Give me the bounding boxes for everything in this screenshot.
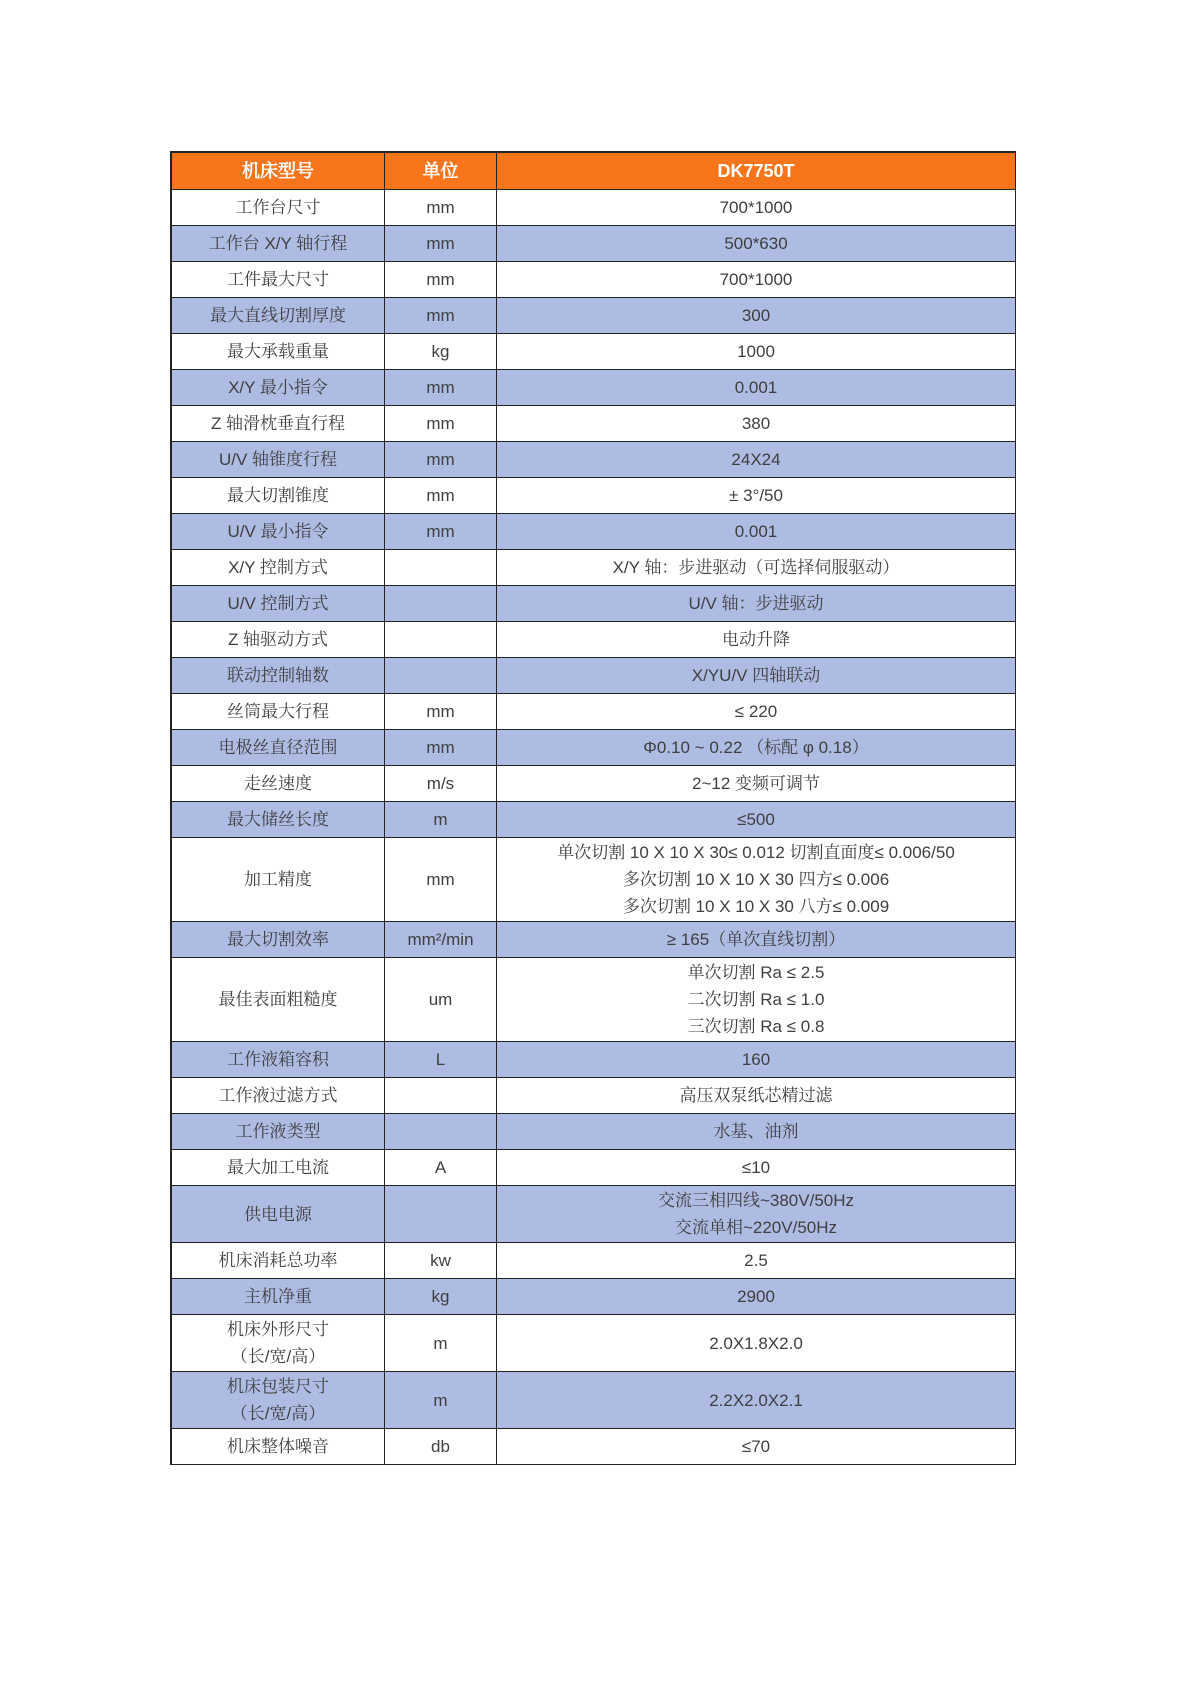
label-line: 机床整体噪音 (227, 1437, 329, 1456)
label-line: 工作液箱容积 (227, 1050, 329, 1069)
row-label-cell (172, 370, 385, 406)
table-row (172, 958, 1016, 1042)
row-label-cell (172, 226, 385, 262)
value-line: 0.001 (734, 378, 778, 397)
row-value-cell (497, 262, 1016, 298)
label-line: 走丝速度 (244, 774, 312, 793)
row-label-cell (172, 478, 385, 514)
value-line: X/Y 轴：步进驱动（可选择伺服驱动） (612, 558, 900, 577)
row-unit-cell (385, 1078, 497, 1114)
value-line: 高压双泵纸芯精过滤 (679, 1086, 833, 1105)
value-line: 380 (741, 414, 771, 433)
table-row (172, 1150, 1016, 1186)
label-line: U/V 最小指令 (227, 522, 329, 541)
row-value-cell (497, 694, 1016, 730)
row-label-cell (172, 262, 385, 298)
row-value-cell (497, 766, 1016, 802)
header-cell-unit: 单位 (385, 153, 497, 190)
header-cell-value: DK7750T (497, 153, 1016, 190)
spec-table (170, 151, 1016, 1465)
table-row (172, 442, 1016, 478)
table-row (172, 514, 1016, 550)
value-line: 电动升降 (722, 630, 790, 649)
row-label-cell (172, 1186, 385, 1243)
table-row (172, 922, 1016, 958)
table-row (172, 1114, 1016, 1150)
row-value-cell (497, 1186, 1016, 1243)
row-unit-cell (385, 622, 497, 658)
label-line: 机床包装尺寸 (227, 1377, 329, 1396)
value-line: 2900 (737, 1287, 775, 1306)
label-line: 丝筒最大行程 (227, 702, 329, 721)
label-line: U/V 控制方式 (227, 594, 329, 613)
label-line: 供电电源 (244, 1204, 312, 1224)
table-row (172, 1315, 1016, 1372)
value-line: 2.2X2.0X2.1 (709, 1390, 803, 1410)
row-value-cell (497, 1243, 1016, 1279)
row-label-cell (172, 1429, 385, 1465)
row-value-cell (497, 226, 1016, 262)
value-line: 160 (741, 1050, 771, 1069)
row-label-cell (172, 694, 385, 730)
table-row (172, 406, 1016, 442)
value-line: 0.001 (734, 522, 778, 541)
table-row (172, 586, 1016, 622)
row-label-cell (172, 1243, 385, 1279)
row-label-cell (172, 1078, 385, 1114)
row-label-cell (172, 1315, 385, 1372)
row-value-cell (497, 550, 1016, 586)
value-line: 交流三相四线~380V/50Hz (657, 1191, 855, 1210)
value-line: 700*1000 (719, 270, 793, 289)
row-unit-cell: m/s (385, 766, 497, 802)
table-row (172, 730, 1016, 766)
label-line: 最大承载重量 (227, 342, 329, 361)
row-label-cell (172, 1372, 385, 1429)
value-line: X/YU/V 四轴联动 (691, 666, 821, 685)
label-line: 工作台尺寸 (235, 198, 321, 217)
value-line: ± 3°/50 (729, 486, 783, 505)
table-row (172, 1186, 1016, 1243)
row-value-cell (497, 478, 1016, 514)
row-label-cell (172, 190, 385, 226)
value-line: ≤70 (741, 1437, 771, 1456)
row-value-cell (497, 442, 1016, 478)
row-value-cell (497, 838, 1016, 922)
label-line: 主机净重 (244, 1287, 312, 1306)
row-unit-cell: mm (385, 730, 497, 766)
row-unit-cell: kw (385, 1243, 497, 1279)
row-value-cell (497, 514, 1016, 550)
row-unit-cell (385, 1114, 497, 1150)
table-row (172, 190, 1016, 226)
label-line: X/Y 最小指令 (228, 378, 328, 397)
value-line: 三次切割 Ra ≤ 0.8 (687, 1017, 825, 1036)
row-unit-cell: mm (385, 514, 497, 550)
table-row (172, 550, 1016, 586)
row-label-cell (172, 334, 385, 370)
value-line: 500*630 (724, 234, 788, 253)
table-row (172, 1372, 1016, 1429)
row-value-cell (497, 802, 1016, 838)
row-label-cell (172, 958, 385, 1042)
row-value-cell (497, 1114, 1016, 1150)
value-line: 2~12 变频可调节 (691, 774, 820, 793)
row-label-cell (172, 838, 385, 922)
value-line: 多次切割 10 X 10 X 30 四方≤ 0.006 (622, 870, 890, 889)
row-label-cell (172, 586, 385, 622)
row-label-cell (172, 298, 385, 334)
value-line: U/V 轴：步进驱动 (688, 594, 824, 613)
row-unit-cell: kg (385, 334, 497, 370)
value-line: 二次切割 Ra ≤ 1.0 (687, 990, 825, 1009)
value-line: 2.5 (744, 1251, 768, 1270)
label-line: 最大加工电流 (227, 1158, 329, 1177)
row-value-cell (497, 1429, 1016, 1465)
table-row (172, 370, 1016, 406)
row-label-cell (172, 1150, 385, 1186)
value-line: 700*1000 (719, 198, 793, 217)
label-line: （长/宽/高） (230, 1347, 326, 1366)
label-line: 最大切割锥度 (227, 486, 329, 505)
table-row (172, 622, 1016, 658)
row-unit-cell (385, 1186, 497, 1243)
value-line: Φ0.10 ~ 0.22 （标配 φ 0.18） (643, 738, 869, 757)
row-label-cell (172, 622, 385, 658)
row-value-cell (497, 190, 1016, 226)
table-row (172, 1078, 1016, 1114)
table-row (172, 334, 1016, 370)
label-line: Z 轴驱动方式 (227, 630, 329, 649)
row-label-cell (172, 1114, 385, 1150)
row-value-cell (497, 586, 1016, 622)
table-row (172, 262, 1016, 298)
table-row (172, 1279, 1016, 1315)
row-value-cell (497, 1372, 1016, 1429)
row-unit-cell (385, 658, 497, 694)
label-line: 机床外形尺寸 (227, 1320, 329, 1339)
table-row (172, 802, 1016, 838)
row-value-cell (497, 1315, 1016, 1372)
row-label-cell (172, 406, 385, 442)
label-line: Z 轴滑枕垂直行程 (210, 414, 346, 433)
row-label-cell (172, 802, 385, 838)
row-unit-cell: kg (385, 1279, 497, 1315)
label-line: （长/宽/高） (230, 1404, 326, 1423)
value-line: 交流单相~220V/50Hz (674, 1218, 838, 1237)
row-value-cell (497, 958, 1016, 1042)
row-label-cell (172, 550, 385, 586)
table-row (172, 298, 1016, 334)
row-label-cell (172, 766, 385, 802)
header-cell-model: 机床型号 (172, 153, 385, 190)
label-line: 机床消耗总功率 (218, 1251, 338, 1270)
value-line: 多次切割 10 X 10 X 30 八方≤ 0.009 (622, 897, 890, 916)
row-label-cell (172, 442, 385, 478)
row-unit-cell (385, 586, 497, 622)
spec-table-header (172, 153, 1016, 190)
row-label-cell (172, 658, 385, 694)
row-value-cell (497, 1042, 1016, 1078)
row-value-cell (497, 1078, 1016, 1114)
row-label-cell (172, 1279, 385, 1315)
row-value-cell (497, 370, 1016, 406)
label-line: 工件最大尺寸 (227, 270, 329, 289)
row-value-cell (497, 730, 1016, 766)
row-value-cell (497, 622, 1016, 658)
row-unit-cell: L (385, 1042, 497, 1078)
value-line: 2.0X1.8X2.0 (709, 1333, 803, 1353)
row-value-cell (497, 406, 1016, 442)
row-value-cell (497, 1150, 1016, 1186)
value-line: ≤10 (741, 1158, 771, 1177)
label-line: 最大储丝长度 (227, 810, 329, 829)
row-unit-cell: mm (385, 478, 497, 514)
row-unit-cell: mm (385, 694, 497, 730)
table-row (172, 838, 1016, 922)
row-unit-cell: m (385, 802, 497, 838)
spec-table-rows (172, 190, 1016, 1465)
value-line: 300 (741, 306, 771, 325)
row-unit-cell (385, 550, 497, 586)
row-label-cell (172, 514, 385, 550)
label-line: X/Y 控制方式 (228, 558, 328, 577)
label-line: U/V 轴锥度行程 (218, 450, 338, 469)
label-line: 工作液过滤方式 (218, 1086, 338, 1105)
table-row (172, 694, 1016, 730)
label-line: 电极丝直径范围 (218, 738, 338, 757)
row-label-cell (172, 730, 385, 766)
row-unit-cell: mm (385, 190, 497, 226)
label-line: 工作液类型 (235, 1122, 321, 1141)
label-line: 联动控制轴数 (227, 666, 329, 685)
value-line: 水基、油剂 (713, 1122, 799, 1141)
value-line: 24X24 (731, 450, 781, 469)
table-row (172, 1042, 1016, 1078)
row-value-cell (497, 1279, 1016, 1315)
label-line: 最佳表面粗糙度 (218, 990, 338, 1009)
table-row (172, 658, 1016, 694)
row-value-cell (497, 298, 1016, 334)
label-line: 最大切割效率 (227, 930, 329, 949)
table-row (172, 1243, 1016, 1279)
label-line: 工作台 X/Y 轴行程 (208, 234, 348, 253)
row-value-cell (497, 334, 1016, 370)
table-row (172, 1429, 1016, 1465)
row-label-cell (172, 1042, 385, 1078)
row-unit-cell: mm (385, 370, 497, 406)
row-unit-cell: mm (385, 298, 497, 334)
value-line: ≥ 165（单次直线切割） (666, 930, 846, 949)
value-line: ≤500 (737, 810, 775, 829)
row-unit-cell: m (385, 1372, 497, 1429)
row-unit-cell: mm²/min (385, 922, 497, 958)
table-row (172, 478, 1016, 514)
row-unit-cell: mm (385, 226, 497, 262)
value-line: 单次切割 10 X 10 X 30≤ 0.012 切割直面度≤ 0.006/50 (557, 843, 955, 862)
value-line: 1000 (737, 342, 775, 361)
row-unit-cell: mm (385, 442, 497, 478)
row-unit-cell: db (385, 1429, 497, 1465)
value-line: ≤ 220 (734, 702, 778, 721)
value-line: 单次切割 Ra ≤ 2.5 (687, 963, 825, 982)
row-unit-cell: mm (385, 406, 497, 442)
row-label-cell (172, 922, 385, 958)
row-unit-cell: A (385, 1150, 497, 1186)
row-value-cell (497, 658, 1016, 694)
table-row (172, 226, 1016, 262)
row-unit-cell: mm (385, 262, 497, 298)
row-unit-cell: m (385, 1315, 497, 1372)
label-line: 加工精度 (244, 870, 312, 889)
row-unit-cell: mm (385, 838, 497, 922)
row-unit-cell: um (385, 958, 497, 1042)
table-row (172, 766, 1016, 802)
row-value-cell (497, 922, 1016, 958)
label-line: 最大直线切割厚度 (210, 306, 346, 325)
